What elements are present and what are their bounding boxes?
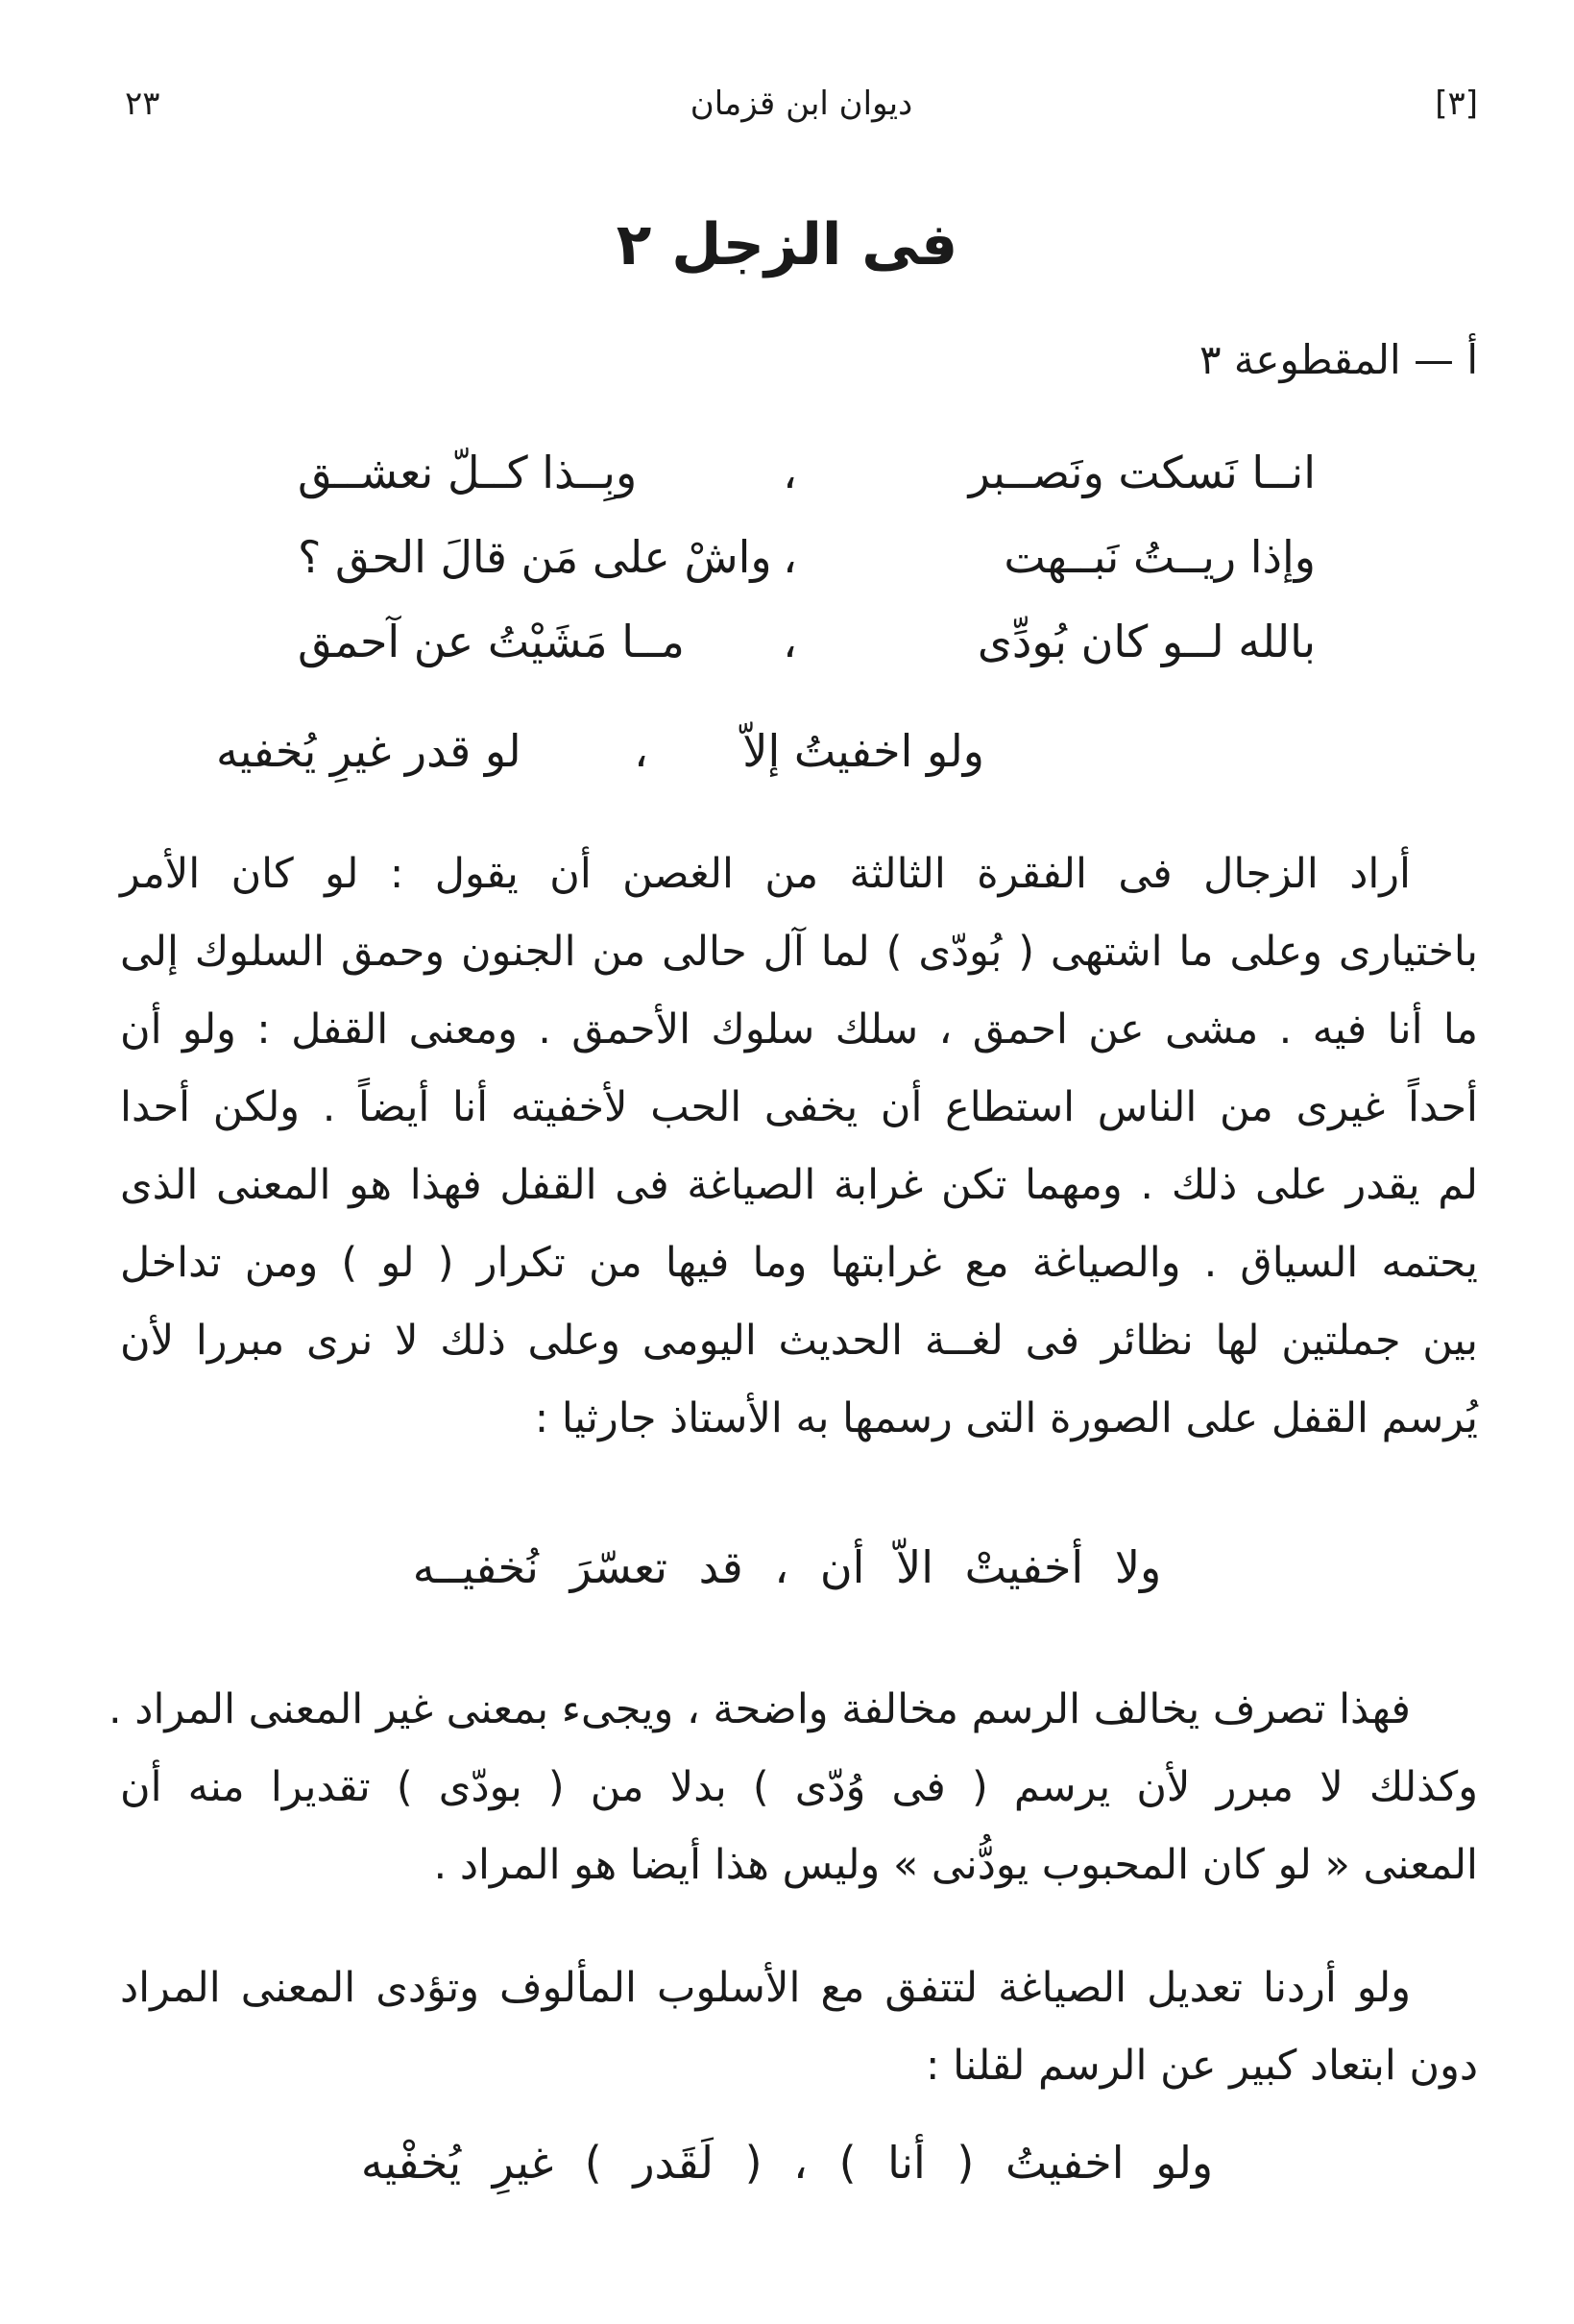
verse-separator: ،	[783, 616, 797, 667]
text-line: وكذلك لا مبرر لأن يرسم ( فى وُدّى ) بدلا من ( بودّى ) تقديرا منه أن	[120, 1763, 1478, 1811]
section-number: [٣]	[1435, 85, 1478, 123]
poem	[298, 447, 1316, 700]
quoted-verse: ولا أخفيتْ الاّ أن ، قد تعسّرَ نُخفيــه	[412, 1541, 1162, 1593]
text-line: المعنى « لو كان المحبوب يودُّنى » وليس هذا أيضا هو المراد .	[433, 1841, 1478, 1889]
text-line: ما أنا فيه . مشى عن احمق ، سلك سلوك الأحمق . ومعنى القفل : ولو أن	[120, 1005, 1478, 1053]
poem-verse	[298, 447, 1316, 531]
poem-verse	[298, 531, 1316, 616]
verse-separator: ،	[783, 447, 797, 498]
commentary-paragraph-1	[120, 835, 1478, 1458]
section-title: فى الزجل ٢	[616, 211, 958, 278]
verse-separator: ،	[634, 725, 648, 777]
running-title: ديوان ابن قزمان	[690, 85, 913, 123]
page-number: ٢٣	[125, 85, 160, 123]
text-line: دون ابتعاد كبير عن الرسم لقلنا :	[926, 2042, 1478, 2090]
text-line: يحتمه السياق . والصياغة مع غرابتها وما فيها من تكرار ( لو ) ومن تداخل	[120, 1239, 1478, 1287]
hemistich-second: وبِــذا كــلّ نعشــق	[298, 447, 638, 498]
hemistich-second: لو قدر غيرِ يُخفيه	[216, 725, 521, 777]
commentary-paragraph-2	[108, 1671, 1478, 1904]
sub-heading: أ — المقطوعة ٣	[1199, 336, 1478, 383]
text-line: يُرسم القفل على الصورة التى رسمها به الأستاذ جارثيا :	[534, 1394, 1478, 1442]
hemistich-first: وإذا ريــتُ نَبــهت	[1004, 531, 1316, 583]
verse-separator: ،	[783, 531, 797, 583]
hemistich-second: واشْ على مَن قالَ الحق ؟	[298, 531, 772, 583]
text-line: أحداً غيرى من الناس استطاع أن يخفى الحب لأخفيته أنا أيضاً . ولكن أحدا	[120, 1083, 1478, 1131]
text-line: باختيارى وعلى ما اشتهى ( بُودّى ) لما آل حالى من الجنون وحمق السلوك إلى	[120, 928, 1478, 976]
text-line: لم يقدر على ذلك . ومهما تكن غرابة الصياغة فى القفل فهذا هو المعنى الذى	[120, 1161, 1478, 1209]
poem-refrain	[216, 725, 984, 810]
hemistich-first: انــا نَسكت ونَصــبر	[968, 447, 1316, 498]
poem-verse	[216, 725, 984, 810]
hemistich-first: بالله لــو كان بُودِّى	[977, 616, 1316, 667]
quoted-verse: ولو اخفيتُ ( أنا ) ، ( لَقَدر ) غيرِ يُخفْيه	[360, 2137, 1214, 2189]
page-header	[125, 85, 1478, 142]
hemistich-second: مــا مَشَيْتُ عن آحمق	[298, 616, 685, 667]
text-line: بين جملتين لها نظائر فى لغــة الحديث اليومى وعلى ذلك لا نرى مبررا لأن	[120, 1317, 1478, 1365]
commentary-paragraph-3	[120, 1949, 1478, 2105]
poem-verse	[298, 616, 1316, 700]
hemistich-first: ولو اخفيتُ إلاّ	[742, 725, 984, 777]
text-line: فهذا تصرف يخالف الرسم مخالفة واضحة ، ويجىء بمعنى غير المعنى المراد .	[108, 1685, 1411, 1733]
text-line: أراد الزجال فى الفقرة الثالثة من الغصن أن يقول : لو كان الأمر	[120, 850, 1411, 898]
text-line: ولو أردنا تعديل الصياغة لتتفق مع الأسلوب المألوف وتؤدى المعنى المراد	[120, 1964, 1411, 2012]
